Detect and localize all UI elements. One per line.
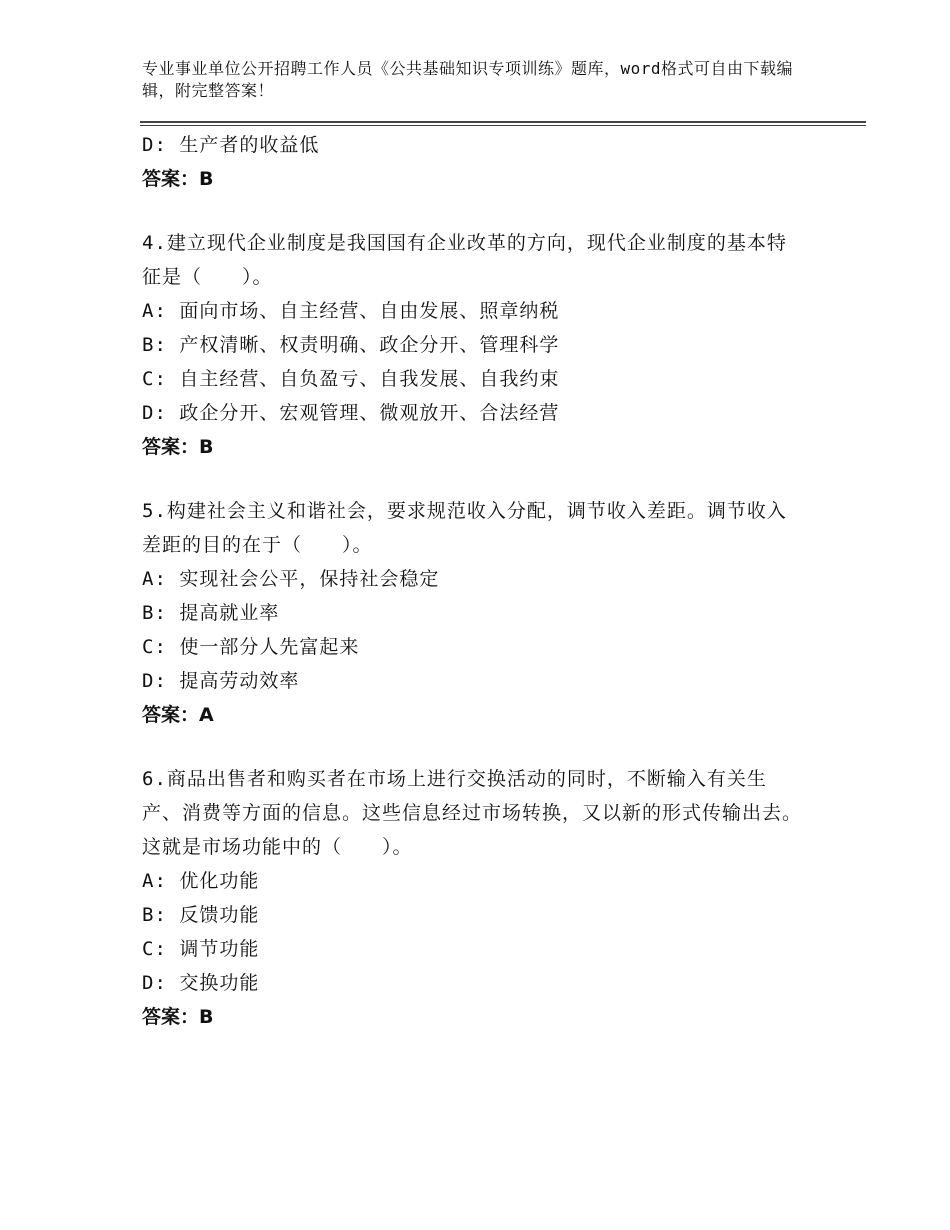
option-b: B: 产权清晰、权责明确、政企分开、管理科学 — [142, 334, 560, 356]
question-stem: 4.建立现代企业制度是我国国有企业改革的方向，现代企业制度的基本特征是（ ）。 — [142, 232, 787, 288]
answer-line — [142, 162, 822, 196]
page-header: 专业事业单位公开招聘工作人员《公共基础知识专项训练》题库，word格式可自由下载编辑，附完整答案！ — [142, 59, 794, 100]
question-stem: 6.商品出售者和购买者在市场上进行交换活动的同时，不断输入有关生产、消费等方面的信息。这些信息经过市场转换，又以新的形式传输出去。这就是市场功能中的（ ）。 — [142, 768, 803, 858]
question-content — [142, 128, 822, 1034]
option-a: A: 实现社会公平，保持社会稳定 — [142, 568, 440, 590]
option-d: D: 提高劳动效率 — [142, 670, 300, 692]
answer-label: 答案： — [142, 168, 200, 190]
option-c: C: 使一部分人先富起来 — [142, 636, 360, 658]
answer-label: 答案： — [142, 704, 200, 726]
option-b: B: 提高就业率 — [142, 602, 280, 624]
continued-question — [142, 128, 822, 196]
answer-value: B — [199, 168, 214, 190]
question-6 — [142, 762, 822, 1034]
option-d: D: 交换功能 — [142, 972, 260, 994]
answer-value: B — [199, 1006, 214, 1028]
option-d: D: 生产者的收益低 — [142, 134, 320, 156]
header-rule-thin — [140, 125, 866, 126]
answer-label: 答案： — [142, 1006, 200, 1028]
answer-line — [142, 1000, 822, 1034]
answer-label: 答案： — [142, 436, 200, 458]
answer-line — [142, 430, 822, 464]
answer-line — [142, 698, 822, 732]
option-c: C: 调节功能 — [142, 938, 260, 960]
option-a: A: 优化功能 — [142, 870, 260, 892]
option-b: B: 反馈功能 — [142, 904, 260, 926]
answer-value: A — [199, 704, 214, 726]
option-c: C: 自主经营、自负盈亏、自我发展、自我约束 — [142, 368, 560, 390]
question-4 — [142, 226, 822, 464]
question-5 — [142, 494, 822, 732]
answer-value: B — [199, 436, 214, 458]
option-a: A: 面向市场、自主经营、自由发展、照章纳税 — [142, 300, 560, 322]
question-stem: 5.构建社会主义和谐社会，要求规范收入分配，调节收入差距。调节收入差距的目的在于（ ）。 — [142, 500, 787, 556]
header-rule-thick — [140, 121, 866, 123]
option-d: D: 政企分开、宏观管理、微观放开、合法经营 — [142, 402, 560, 424]
